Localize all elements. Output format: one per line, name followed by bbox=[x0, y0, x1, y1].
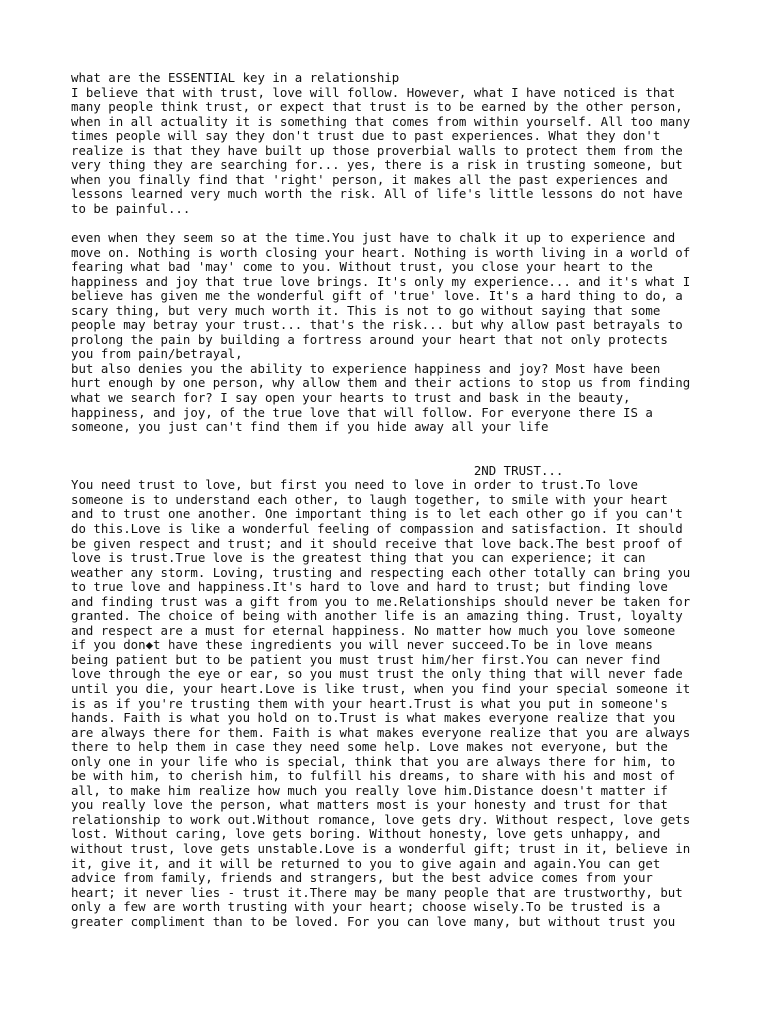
text-line: happiness and joy that true love brings. It's only my experience... and it's what I bbox=[71, 273, 691, 289]
text-line: granted. The choice of being with another life is an amazing thing. Trust, loyalty bbox=[71, 608, 683, 624]
text-line: times people will say they don't trust due to past experiences. What they don't bbox=[71, 128, 661, 144]
text-line: love through the eye or ear, so you must trust the only thing that will never fade bbox=[71, 666, 683, 682]
text-line: until you die, your heart.Love is like trust, when you find your special someone it bbox=[71, 680, 691, 696]
text-line: you really love the person, what matters most is your honesty and trust for that bbox=[71, 797, 668, 813]
text-line: what are the ESSENTIAL key in a relationship bbox=[71, 70, 400, 85]
text-line: it, give it, and it will be returned to you to give again and again.You can get bbox=[71, 855, 661, 871]
text-line: fearing what bad 'may' come to you. Without trust, you close your heart to the bbox=[71, 259, 653, 275]
text-line: what we search for? I say open your hearts to trust and bask in the beauty, bbox=[71, 390, 631, 406]
text-line: move on. Nothing is worth closing your heart. Nothing is worth living in a world of bbox=[71, 244, 691, 260]
text-line: and to trust one another. One important thing is to let each other go if you can't bbox=[71, 506, 683, 522]
text-line: happiness, and joy, of the true love that will follow. For everyone there IS a bbox=[71, 404, 653, 420]
text-line: You need trust to love, but first you need to love in order to trust.To love bbox=[71, 477, 638, 493]
text-line: when you finally find that 'right' person, it makes all the past experiences and bbox=[71, 171, 668, 187]
text-line: hurt enough by one person, why allow them and their actions to stop us from finding bbox=[71, 375, 691, 391]
text-line: but also denies you the ability to experience happiness and joy? Most have been bbox=[71, 360, 661, 376]
text-line: 2ND TRUST... bbox=[71, 462, 564, 478]
text-line: are always there for them. Faith is what makes everyone realize that you are always bbox=[71, 724, 691, 740]
text-line bbox=[71, 435, 711, 450]
text-line bbox=[71, 449, 711, 464]
text-line: do this.Love is like a wonderful feeling of compassion and satisfaction. It should bbox=[71, 520, 683, 536]
text-line: hands. Faith is what you hold on to.Trust is what makes everyone realize that you bbox=[71, 710, 676, 726]
text-line: I believe that with trust, love will follow. However, what I have noticed is that bbox=[71, 84, 676, 100]
text-line: all, to make him realize how much you really love him.Distance doesn't matter if bbox=[71, 782, 668, 798]
text-line: scary thing, but very much worth it. This is not to go without saying that some bbox=[71, 302, 661, 318]
text-line: only a few are worth trusting with your heart; choose wisely.To be trusted is a bbox=[71, 899, 661, 915]
text-line bbox=[71, 216, 711, 231]
text-line: and finding trust was a gift from you to me.Relationships should never be taken for bbox=[71, 593, 691, 609]
text-line: is as if you're trusting them with your heart.Trust is what you put in someone's bbox=[71, 695, 668, 711]
text-line: greater compliment than to be loved. For you can love many, but without trust you bbox=[71, 913, 676, 929]
text-line: believe has given me the wonderful gift of 'true' love. It's a hard thing to do, a bbox=[71, 288, 683, 304]
text-line: be with him, to cherish him, to fulfill his dreams, to share with his and most of bbox=[71, 768, 676, 784]
text-line: someone, you just can't find them if you hide away all your life bbox=[71, 419, 549, 435]
document-page bbox=[71, 71, 711, 929]
text-line: heart; it never lies - trust it.There may be many people that are trustworthy, but bbox=[71, 884, 683, 900]
text-line: to be painful... bbox=[71, 200, 191, 216]
text-line: lost. Without caring, love gets boring. Without honesty, love gets unhappy, and bbox=[71, 826, 661, 842]
text-line: prolong the pain by building a fortress around your heart that not only protects bbox=[71, 331, 668, 347]
text-line: when in all actuality it is something that comes from within yourself. All too many bbox=[71, 113, 691, 129]
text-line: if you don◆t have these ingredients you will never succeed.To be in love means bbox=[71, 637, 653, 653]
text-line: to true love and happiness.It's hard to love and hard to trust; but finding love bbox=[71, 579, 668, 595]
text-line: lessons learned very much worth the risk. All of life's little lessons do not have bbox=[71, 186, 683, 202]
text-line: there to help them in case they need some help. Love makes not everyone, but the bbox=[71, 739, 668, 755]
text-line: and respect are a must for eternal happiness. No matter how much you love someone bbox=[71, 622, 676, 638]
text-line: many people think trust, or expect that trust is to be earned by the other person, bbox=[71, 99, 683, 115]
text-line: you from pain/betrayal, bbox=[71, 346, 243, 362]
text-line: people may betray your trust... that's the risk... but why allow past betrayals to bbox=[71, 317, 683, 333]
text-line: even when they seem so at the time.You just have to chalk it up to experience and bbox=[71, 230, 676, 246]
text-line: being patient but to be patient you must trust him/her first.You can never find bbox=[71, 651, 661, 667]
text-line: very thing they are searching for... yes, there is a risk in trusting someone, but bbox=[71, 157, 683, 173]
text-line: someone is to understand each other, to laugh together, to smile with your heart bbox=[71, 491, 668, 507]
text-line: realize is that they have built up those proverbial walls to protect them from the bbox=[71, 142, 683, 158]
text-line: advice from family, friends and strangers, but the best advice comes from your bbox=[71, 870, 653, 886]
text-line: without trust, love gets unstable.Love is a wonderful gift; trust in it, believe in bbox=[71, 840, 691, 856]
text-line: relationship to work out.Without romance, love gets dry. Without respect, love gets bbox=[71, 811, 691, 827]
text-line: only one in your life who is special, think that you are always there for him, to bbox=[71, 753, 676, 769]
text-line: weather any storm. Loving, trusting and respecting each other totally can bring you bbox=[71, 564, 691, 580]
text-line: love is trust.True love is the greatest thing that you can experience; it can bbox=[71, 550, 646, 566]
text-line: be given respect and trust; and it should receive that love back.The best proof of bbox=[71, 535, 683, 551]
